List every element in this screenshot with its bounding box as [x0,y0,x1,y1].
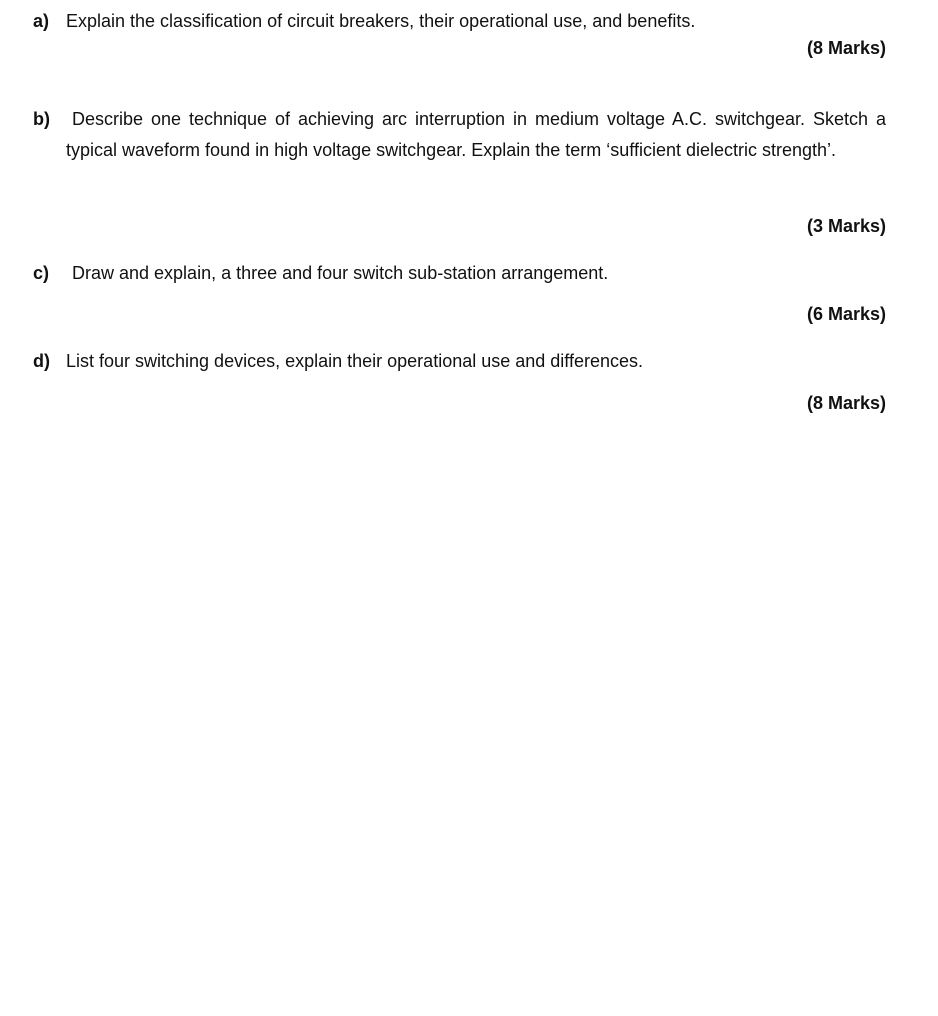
question-d-text: List four switching devices, explain their operational use and differences. [66,351,644,371]
question-d-label: d) [33,351,50,371]
question-c-marks: (6 Marks) [806,304,886,324]
question-c-label: c) [33,263,50,283]
question-a-marks: (8 Marks) [806,38,886,58]
question-d-marks: (8 Marks) [806,393,886,413]
question-b-label: b) [33,109,50,129]
question-a-text: Explain the classification of circuit breakers, their operational use, and benefits. [66,11,696,31]
question-b-text: Describe one technique of achieving arc interruption in medium voltage A.C. switchgear. Sketch a typical waveform found in high voltage switchgear. Explain the term ‘sufficient dielectric strength’. [66,109,886,160]
question-b-marks: (3 Marks) [806,216,886,236]
question-c-text: Draw and explain, a three and four switch sub-station arrangement. [72,263,609,283]
question-a-label: a) [33,11,50,31]
